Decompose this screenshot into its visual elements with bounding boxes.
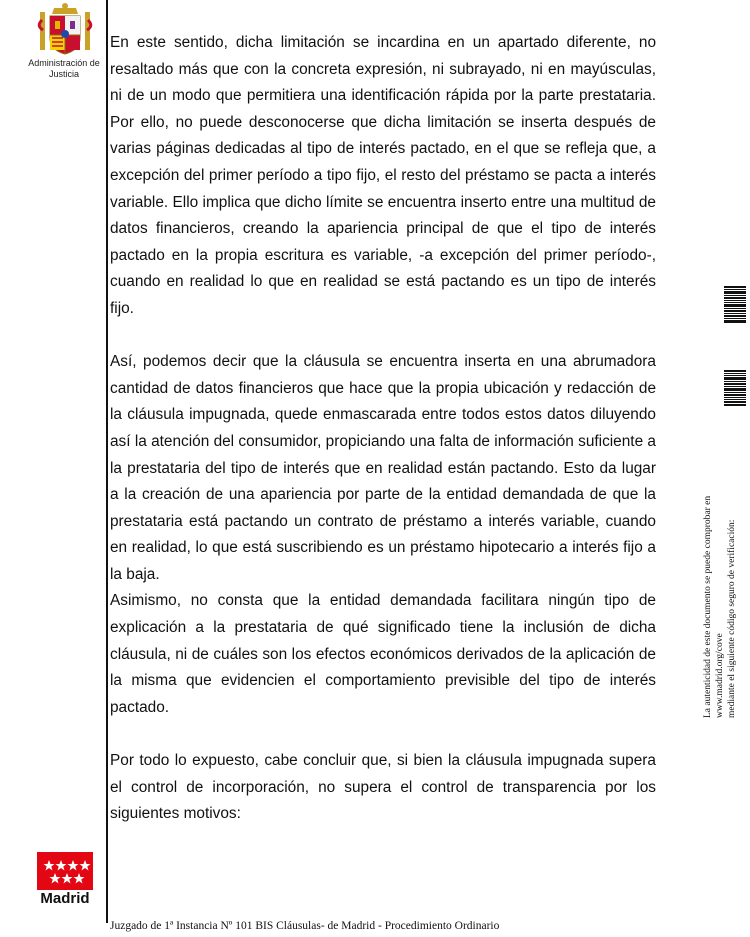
barcode-top <box>724 286 746 324</box>
madrid-logo-text: Madrid <box>40 890 90 907</box>
paragraph: Por todo lo expuesto, cabe concluir que, si bien la cláusula impugnada supera el control de incorporación, no supera el control de transparencia por los siguientes motivos: <box>110 752 656 823</box>
institution-name: Administración de Justicia <box>28 58 100 79</box>
verification-line: mediante el siguiente código seguro de verificación: <box>727 519 737 718</box>
paragraph: Asimismo, no consta que la entidad demandada facilitara ningún tipo de explicación a la prestataria de qué significado tiene la inclusión de dicha cláusula, ni de cuáles son los efectos económicos derivados de la aplicación de la misma que evidencien el comportamiento previsible del tipo de interés pactado. <box>110 592 656 716</box>
paragraph: Así, podemos decir que la cláusula se encuentra inserta en una abrumadora cantidad de datos financieros que hace que la propia ubicación y redacción de la cláusula impugnada, quede enmascarada entre todos estos datos diluyendo así la atención del consumidor, propiciando una falta de información suficiente a la prestataria del tipo de interés que en realidad están pactando. Esto da lugar a la creación de una apariencia por parte de la entidad demandada de que la prestataria está pactando un contrato de préstamo a interés variable, cuando en realidad, lo que está suscribiendo es un préstamo hipotecario a interés fijo a la baja. <box>110 353 656 583</box>
comunidad-madrid-logo <box>37 852 93 890</box>
barcode-bottom <box>724 370 746 406</box>
footer-court-line: Juzgado de 1ª Instancia Nº 101 BIS Cláusulas- de Madrid - Procedimiento Ordinario <box>110 920 500 932</box>
margin-rule <box>106 0 108 923</box>
document-body <box>110 30 656 828</box>
verification-line: La autenticidad de este documento se puede comprobar en www.madrid.org/cove <box>703 495 725 718</box>
coat-of-arms-logo <box>34 2 96 58</box>
verification-note <box>702 418 746 718</box>
paragraph: En este sentido, dicha limitación se incardina en un apartado diferente, no resaltado más que con la concreta expresión, ni subrayado, ni en mayúsculas, ni de un modo que permitiera una identificación rápida por la parte prestataria. Por ello, no puede desconocerse que dicha limitación se inserta después de varias páginas dedicadas al tipo de interés pactado, en el que se refleja que, a excepción del primer período a tipo fijo, el resto del préstamo se pacta a interés variable. Ello implica que dicho límite se encuentra inserto entre una multitud de datos financieros, creando la apariencia principal de que el tipo de interés pactado en la propia escritura es variable, -a excepción del primer período-, cuando en realidad lo que en realidad se está pactando es un tipo de interés fijo. <box>110 34 656 317</box>
